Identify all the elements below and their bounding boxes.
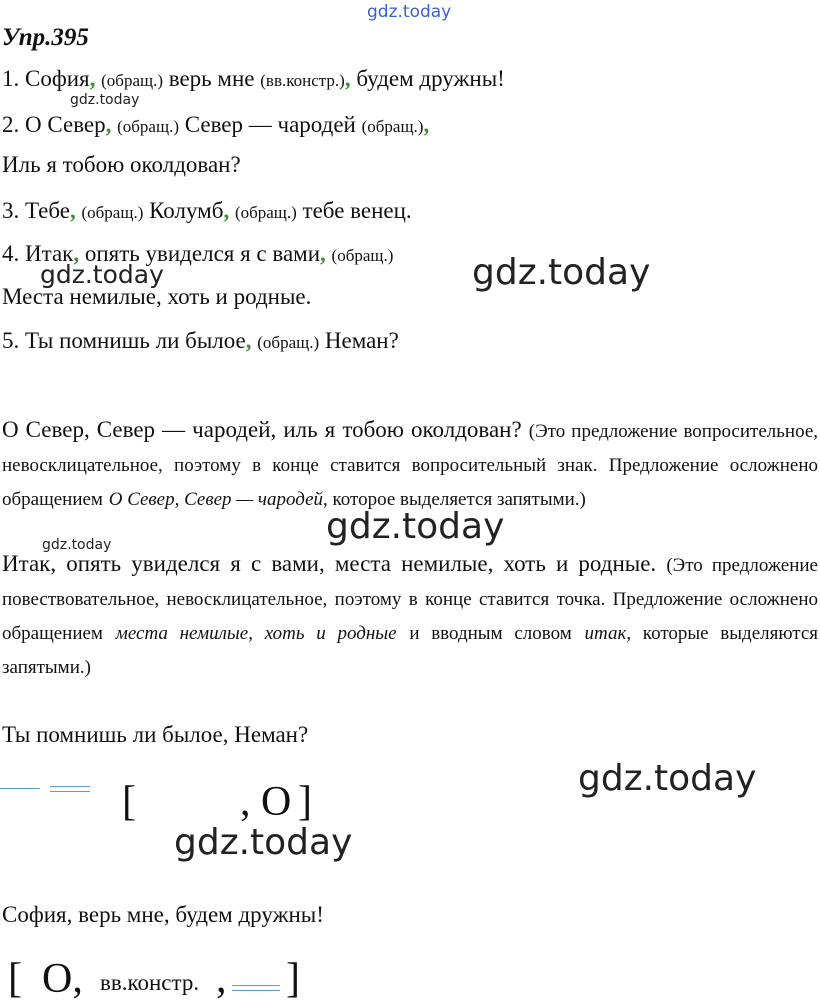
watermark-small-1: gdz.today (70, 92, 140, 108)
sentence-3: 3. Тебе, (обращ.) Колумб, (обращ.) тебе венец. (2, 198, 412, 223)
scheme-1-sentence: Ты помнишь ли былое, Неман? (2, 722, 309, 747)
sentence-4: 4. Итак, опять увиделся я с вами, (обращ.) (2, 241, 394, 266)
explanation-2: Итак, опять увиделся я с вами, места немилые, хоть и родные. (Это предложение повествовательное, невосклицательное, поэтому в конце ставится точка. Предложение осложнено обращением места немилые, хоть и родные и вводным словом итак, которые выделяются запятыми.) (2, 551, 819, 678)
watermark-large-4: gdz.today (174, 822, 353, 863)
scheme-1-address: , О (240, 779, 292, 825)
watermark-large-3: gdz.today (578, 758, 757, 799)
scheme-2-sentence: София, верь мне, будем дружны! (2, 902, 324, 927)
scheme-1-open-bracket: [ (122, 779, 136, 825)
scheme-2-address: О, (42, 956, 83, 1002)
scheme-2-underline-2 (232, 990, 280, 991)
sentence-4-line-2: Места немилые, хоть и родные. (2, 284, 312, 309)
watermark-large-1: gdz.today (472, 252, 651, 293)
scheme-2-open-bracket: [ (8, 956, 22, 1002)
scheme-2-underline-1 (232, 985, 280, 986)
underline-predicate-1 (50, 786, 90, 787)
watermark-large-2: gdz.today (326, 506, 505, 547)
watermark-top: gdz.today (367, 2, 452, 22)
explanation-1: О Север, Север — чародей, иль я тобою околдован? (Это предложение вопросительное, невосклицательное, поэтому в конце ставится вопросительный знак. Предложение осложнено обращением О Север, Север — чародей, которое выделяется запятыми.) (2, 417, 819, 510)
sentence-2: 2. О Север, (обращ.) Север — чародей (обращ.), (2, 112, 430, 137)
watermark-medium-1: gdz.today (40, 260, 164, 289)
scheme-2-comma: , (216, 956, 227, 1002)
scheme-2-close-bracket: ] (286, 956, 300, 1002)
sentence-2-line-2: Иль я тобою околдован? (2, 152, 241, 177)
exercise-title: Упр.395 (2, 24, 89, 51)
scheme-2-intro: вв.констр. (100, 970, 200, 995)
underline-predicate-2 (50, 791, 90, 792)
sentence-1: 1. София, (обращ.) верь мне (вв.констр.), будем дружны! (2, 66, 505, 91)
sentence-5: 5. Ты помнишь ли былое, (обращ.) Неман? (2, 328, 399, 353)
watermark-small-2: gdz.today (42, 537, 112, 553)
underline-subject (0, 788, 40, 789)
scheme-1-close-bracket: ] (298, 779, 312, 825)
